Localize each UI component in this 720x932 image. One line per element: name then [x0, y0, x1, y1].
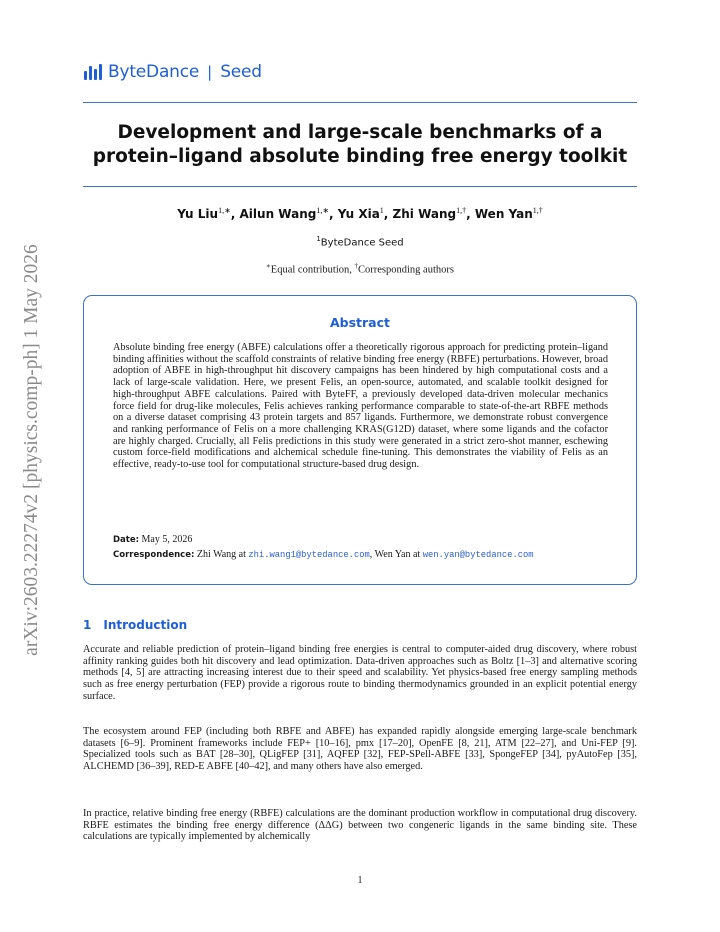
- author-name: Wen Yan: [474, 207, 533, 221]
- paper-title: [83, 121, 637, 169]
- author-name: Yu Xia: [337, 207, 380, 221]
- logo-brand: ByteDance: [108, 62, 200, 82]
- title-line-1: Development and large-scale benchmarks of a: [117, 122, 603, 143]
- author-marks: 1,†: [456, 206, 467, 215]
- author-name: Zhi Wang: [392, 207, 457, 221]
- title-rule: [83, 186, 637, 187]
- corr-text: Corresponding authors: [358, 264, 454, 276]
- abstract-heading: Abstract: [329, 315, 391, 330]
- section-number: 1: [83, 618, 92, 632]
- page-number: 1: [357, 875, 363, 886]
- intro-paragraph-1: Accurate and reliable prediction of protein–ligand binding free energies is central to computer-aided drug discovery, where robust affinity ranking guides both hit discovery and lead optimization. Data-driven approaches such as Boltz [1–3] and alternative scoring methods [4, 5] are attracting increasing interest due to their speed and scalability. Yet physics-based free energy sampling methods such as free energy perturbation (FEP) provide a rigorous route to binding thermodynamics grounded in an explicit potential energy surface.: [83, 644, 637, 702]
- email-link-zhi-wang[interactable]: zhi.wang1@bytedance.com: [248, 550, 370, 560]
- email-link-wen-yan[interactable]: wen.yan@bytedance.com: [422, 550, 534, 560]
- affiliation: [83, 235, 637, 248]
- date-label: Date:: [113, 535, 140, 545]
- correspondence-line: [113, 549, 534, 560]
- date-value: May 5, 2026: [141, 534, 193, 545]
- equal-text: Equal contribution,: [270, 264, 355, 276]
- date-line: [113, 534, 192, 545]
- section-title: Introduction: [103, 618, 188, 632]
- intro-paragraph-2: The ecosystem around FEP (including both RBFE and ABFE) has expanded rapidly alongside emerging large-scale benchmark datasets [6–9]. Prominent frameworks include FEP+ [10–16], pmx [17–20], OpenFE [8, 21], ATM [22–27], and Uni-FEP [9]. Specialized tools such as BAT [28–30], QLigFEP [31], AQFEP [32], FEP-SPell-ABFE [33], SpongeFEP [34], pyAutoFep [35], ALCHEMD [36–39], RED-E ABFE [40–42], and many others have also emerged.: [83, 726, 637, 773]
- title-line-2: protein–ligand absolute binding free energy toolkit: [92, 146, 628, 167]
- equal-mark: ∗: [266, 262, 271, 270]
- author-marks: 1: [379, 206, 384, 215]
- section-heading-introduction: [83, 618, 187, 632]
- arxiv-side-stamp: [8, 205, 56, 695]
- author-marks: 1,∗: [218, 206, 231, 215]
- author-list: Yu Liu$^{1,∗}$, Ailun Wang$^{1,∗}$, Yu Xia$^1$, Zhi Wang$^{1,\dagger}$, Wen Yan$^{1,\dagger}$: [177, 206, 543, 221]
- contribution-note: [83, 262, 637, 276]
- author-name: Yu Liu: [177, 207, 219, 221]
- affiliation-mark: 1: [316, 235, 321, 243]
- bytedance-seed-logo: [84, 62, 262, 82]
- logo-separator: |: [207, 63, 213, 81]
- bytedance-logo-icon: [84, 64, 102, 80]
- author-marks: 1,∗: [316, 206, 330, 215]
- correspondence-middle: , Wen Yan at: [369, 549, 421, 560]
- corr-mark: †: [354, 262, 358, 270]
- intro-paragraph-3: In practice, relative binding free energy (RBFE) calculations are the dominant production workflow in computational drug discovery. RBFE estimates the binding free energy difference (ΔΔG) between two congeneric ligands in the same binding site. These calculations are typically implemented by alchemically: [83, 808, 637, 843]
- author-marks: 1,†: [532, 206, 543, 215]
- affiliation-name: ByteDance Seed: [320, 237, 404, 249]
- arxiv-id-text: arXiv:2603.22274v2 [physics.comp-ph] 1 May 2026: [21, 244, 42, 656]
- abstract-box: [83, 295, 637, 585]
- correspondence-prefix: Zhi Wang at: [196, 549, 246, 560]
- correspondence-label: Correspondence:: [113, 550, 195, 560]
- header-rule: [83, 102, 637, 103]
- author-name: Ailun Wang: [239, 207, 317, 221]
- abstract-text: Absolute binding free energy (ABFE) calculations offer a theoretically rigorous approach for predicting protein–ligand binding affinities without the scaffold constraints of relative binding free energy (RBFE) perturbations. However, broad adoption of ABFE in high-throughput hit discovery campaigns has been hindered by high computational costs and a lack of large-scale validation. Here, we present Felis, an open-source, automated, and scalable toolkit designed for high-throughput ABFE calculations. Paired with ByteFF, a previously developed data-driven molecular mechanics force field for drug-like molecules, Felis achieves ranking performance comparable to state-of-the-art RBFE methods on a diverse dataset comprising 43 protein targets and 857 ligands. Furthermore, we demonstrate robust convergence and ranking performance of Felis on a more challenging KRAS(G12D) dataset, where some ligands and the cofactor are highly charged. Crucially, all Felis predictions in this study were generated in a strict zero-shot manner, eschewing custom force-field modifications and alchemical schedule fine-tuning. This demonstrates the viability of Felis as an effective, ready-to-use tool for computational structure-based drug design.: [113, 342, 608, 471]
- logo-product: Seed: [220, 62, 262, 82]
